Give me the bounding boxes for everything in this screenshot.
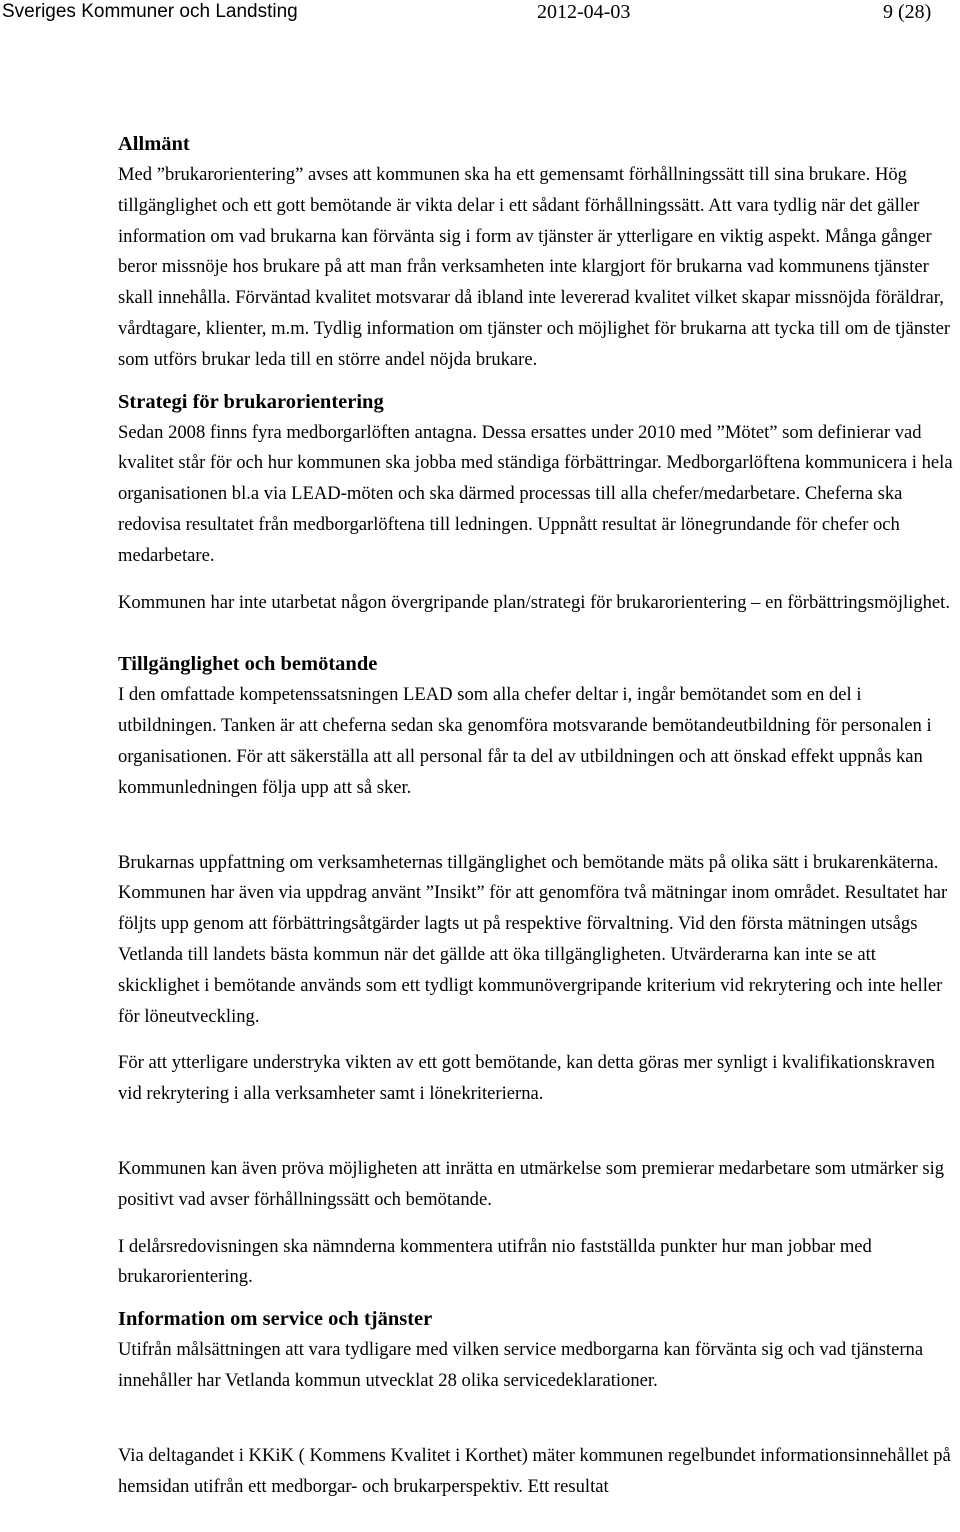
heading-allmant: Allmänt [118,133,190,155]
paragraph-tillganglighet-5: I delårsredovisningen ska nämnderna kommentera utifrån nio fastställda punkter hur man jobbar med brukarorientering. [118,1235,872,1288]
page-header [0,0,960,30]
header-page-number: 9 (28) [883,1,932,23]
paragraph-strategi-2: Kommunen har inte utarbetat någon övergripande plan/strategi för brukarorientering – en förbättringsmöjlighet. [118,591,950,613]
heading-information: Information om service och tjänster [118,1308,433,1331]
heading-strategi: Strategi för brukarorientering [118,390,384,413]
document-body [118,128,960,1502]
header-date: 2012-04-03 [537,1,631,23]
paragraph-tillganglighet-1: I den omfattade kompetenssatsningen LEAD som alla chefer deltar i, ingår bemötandet som en del i utbildningen. Tanken är att cheferna sedan ska genomföra motsvarande bemötandeutbildning för personalen i organisationen. För att säkerställa att all personal får ta del av utbildningen och att önskad effekt uppnås kan kommunledningen följa upp att så sker. [118,684,932,798]
paragraph-tillganglighet-4: Kommunen kan även pröva möjligheten att inrätta en utmärkelse som premierar medarbetare som utmärker sig positivt vad avser förhållningssätt och bemötande. [118,1157,945,1210]
header-organization: Sveriges Kommuner och Landsting [2,1,298,22]
heading-tillganglighet: Tillgänglighet och bemötande [118,653,378,676]
paragraph-allmant: Med ”brukarorientering” avses att kommunen ska ha ett gemensamt förhållningssätt till sina brukare. Hög tillgänglighet och ett gott bemötande är vikta delar i ett sådant förhållningssätt. Att vara tydlig när det gäller information om vad brukarna kan förvänta sig i form av tjänster är ytterligare en viktig aspekt. Många gånger beror missnöje hos brukare på att man från verksamheten inte klargjort för brukarna vad kommunens tjänster skall innehålla. Förväntad kvalitet motsvarar då ibland inte levererad kvalitet vilket skapar missnöjda föräldrar, vårdtagare, klienter, m.m. Tydlig information om tjänster och möjlighet för brukarna att tycka till om de tjänster som utförs brukar leda till en större andel nöjda brukare. [118,164,951,370]
paragraph-strategi-1: Sedan 2008 finns fyra medborgarlöften antagna. Dessa ersattes under 2010 med ”Mötet” som definierar vad kvalitet står för och hur kommunen ska jobba med ständiga förbättringar. Medborgarlöftena kommunicera i hela organisationen bl.a via LEAD-möten och ska därmed processas till alla chefer/medarbetare. Cheferna ska redovisa resultatet från medborgarlöftena till ledningen. Uppnått resultat är lönegrundande för chefer och medarbetare. [118,421,953,566]
paragraph-information-1: Utifrån målsättningen att vara tydligare med vilken service medborgarna kan förvänta sig och vad tjänsterna innehåller har Vetlanda kommun utvecklat 28 olika servicedeklarationer. [118,1339,924,1391]
paragraph-information-2: Via deltagandet i KKiK ( Kommens Kvalitet i Korthet) mäter kommunen regelbundet informationsinnehållet på hemsidan utifrån ett medborgar- och brukarperspektiv. Ett resultat [118,1444,951,1497]
paragraph-tillganglighet-3: För att ytterligare understryka vikten av ett gott bemötande, kan detta göras mer synligt i kvalifikationskraven vid rekrytering i alla verksamheter samt i lönekriterierna. [118,1052,935,1105]
paragraph-tillganglighet-2: Brukarnas uppfattning om verksamheternas tillgänglighet och bemötande mäts på olika sätt i brukarenkäterna. Kommunen har även via uppdrag använt ”Insikt” för att genomföra två mätningar inom området. Resultatet har följts upp genom att förbättringsåtgärder lagts ut på respektive förvaltning. Vid den första mätningen utsågs Vetlanda till landets bästa kommun när det gällde att öka tillgängligheten. Utvärderarna kan inte se att skicklighet i bemötande används som ett tydligt kommunövergripande kriterium vid rekrytering och inte heller för löneutveckling. [118,851,948,1027]
